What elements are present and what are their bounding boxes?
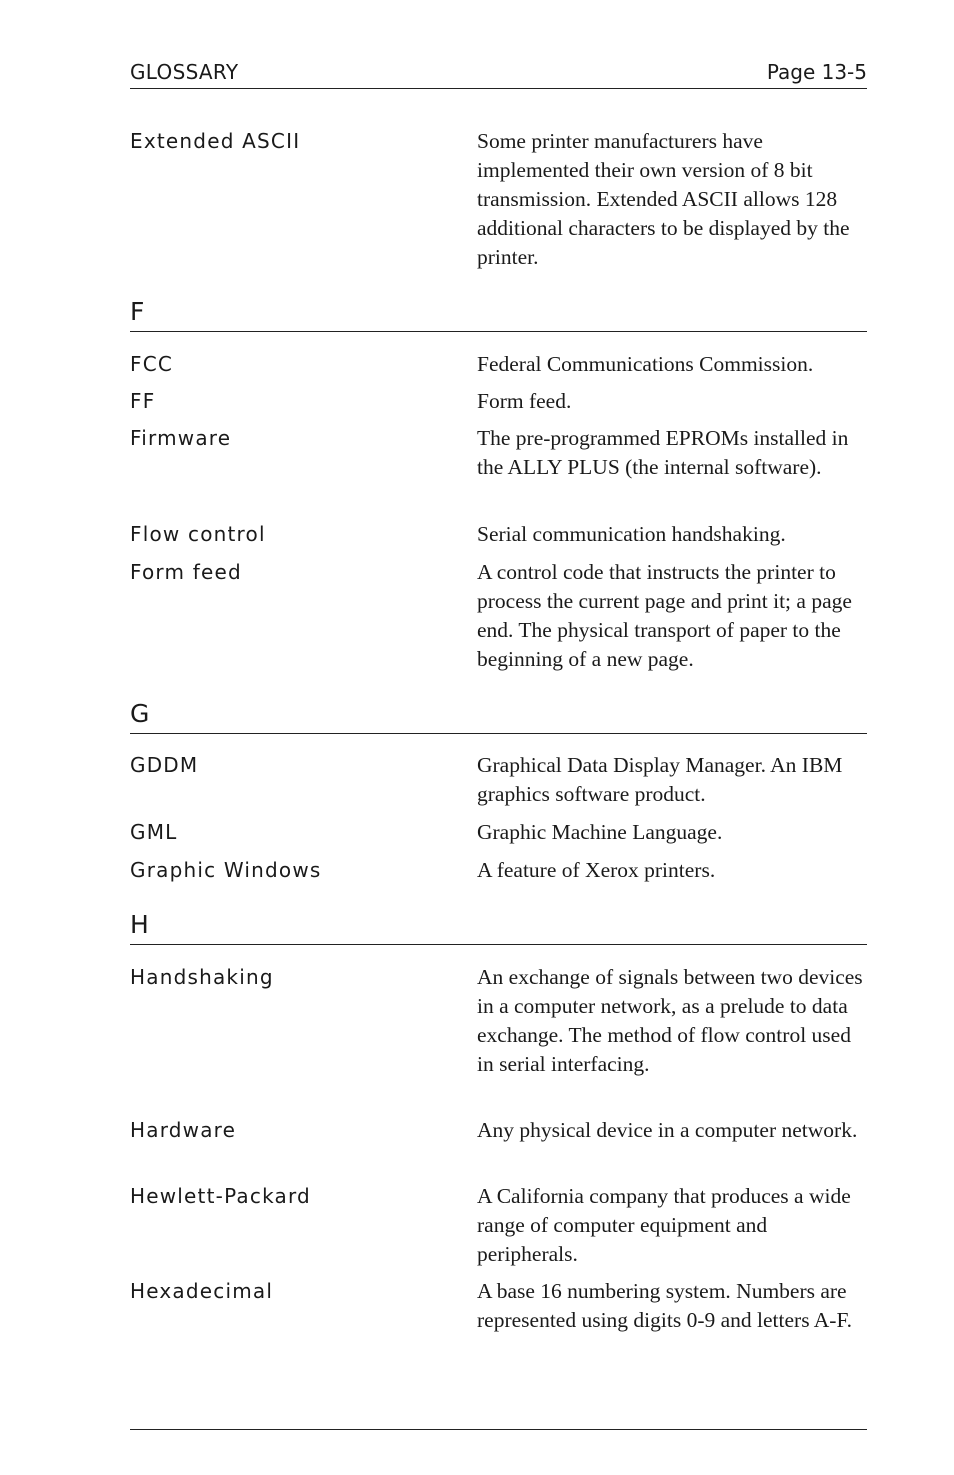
glossary-definition: A California company that produces a wide range of computer equipment and peripherals. (477, 1184, 851, 1266)
section-heading-h: H (130, 910, 867, 945)
glossary-term: Flow control (130, 522, 266, 546)
glossary-term: Hexadecimal (130, 1279, 274, 1303)
glossary-page (130, 0, 867, 1475)
glossary-definition: Graphic Machine Language. (477, 820, 723, 844)
glossary-definition: Any physical device in a computer network. (477, 1118, 858, 1142)
page-header (130, 58, 867, 89)
glossary-term: GDDM (130, 753, 199, 777)
section-heading-f: F (130, 297, 867, 332)
footer-divider (130, 1429, 867, 1430)
glossary-term: Graphic Windows (130, 858, 322, 882)
glossary-term: Firmware (130, 426, 232, 450)
glossary-term: FF (130, 389, 156, 413)
section-heading-g: G (130, 699, 867, 734)
glossary-definition: A control code that instructs the printer to process the current page and print it; a page end. The physical transport of paper to the beginning of a new page. (477, 560, 852, 671)
header-page-number: Page 13-5 (766, 60, 867, 84)
glossary-term: FCC (130, 352, 174, 376)
header-section-title: GLOSSARY (130, 60, 239, 84)
glossary-definition: A feature of Xerox printers. (477, 858, 716, 882)
glossary-term: Extended ASCII (130, 129, 301, 153)
glossary-term: Handshaking (130, 965, 274, 989)
glossary-definition: Graphical Data Display Manager. An IBM graphics software product. (477, 753, 843, 806)
glossary-term: Hardware (130, 1118, 237, 1142)
glossary-definition: A base 16 numbering system. Numbers are represented using digits 0-9 and letters A-F. (477, 1279, 853, 1332)
glossary-definition: Some printer manufacturers have implemented their own version of 8 bit transmission. Extended ASCII allows 128 additional characters to be displayed by the printer. (477, 129, 850, 269)
glossary-term: GML (130, 820, 178, 844)
glossary-definition: Serial communication handshaking. (477, 522, 786, 546)
glossary-term: Form feed (130, 560, 242, 584)
glossary-definition: An exchange of signals between two devices in a computer network, as a prelude to data exchange. The method of flow control used in serial interfacing. (477, 965, 863, 1076)
glossary-term: Hewlett-Packard (130, 1184, 311, 1208)
glossary-definition: The pre-programmed EPROMs installed in the ALLY PLUS (the internal software). (477, 426, 849, 479)
glossary-definition: Federal Communications Commission. (477, 352, 814, 376)
glossary-definition: Form feed. (477, 389, 572, 413)
